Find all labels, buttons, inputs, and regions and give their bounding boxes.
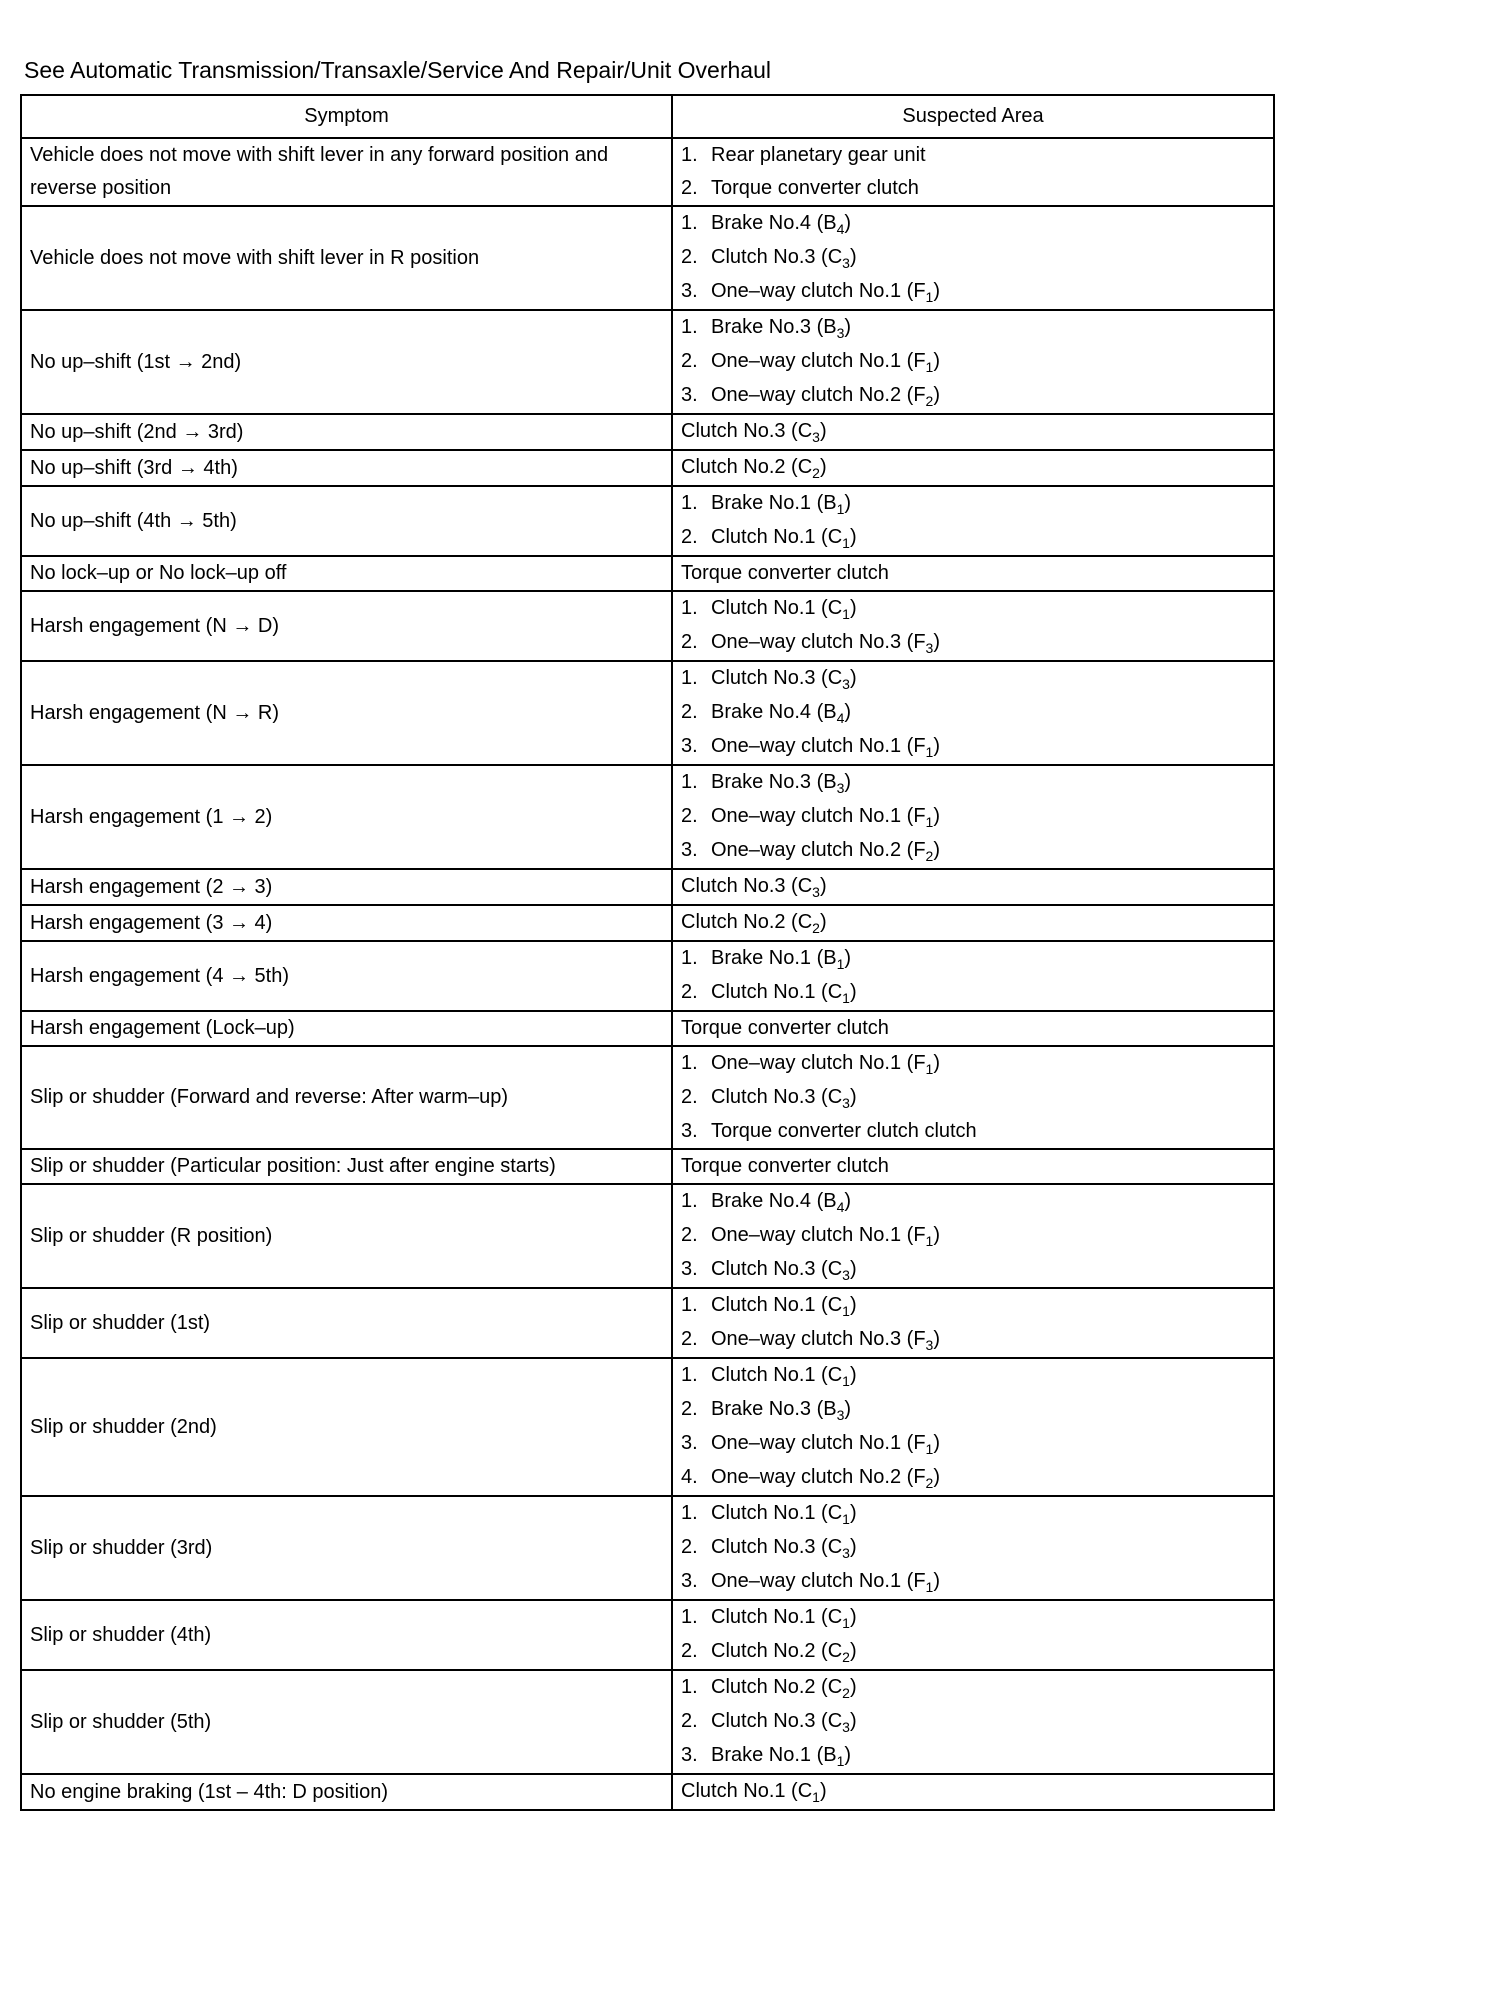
- subscript: 2: [812, 465, 820, 481]
- item-number: 3.: [681, 839, 698, 861]
- suspected-area-cell: [672, 1496, 1274, 1600]
- subscript: 3: [836, 325, 845, 341]
- item-number: 2.: [681, 981, 698, 1003]
- symptom-cell: Slip or shudder (5th): [21, 1670, 672, 1774]
- subscript: 1: [925, 814, 934, 830]
- suspected-area-item: [681, 976, 1265, 1010]
- subscript: 3: [812, 429, 820, 445]
- subscript: 4: [836, 710, 845, 726]
- suspected-area-text: Clutch No.3 $(C_3)$: [711, 1086, 857, 1111]
- item-number: 1.: [681, 492, 698, 514]
- item-number: 3.: [681, 384, 698, 406]
- table-row: [21, 1149, 1274, 1184]
- table-row: [21, 138, 1274, 206]
- suspected-area-text: Torque converter clutch clutch: [711, 1120, 977, 1142]
- suspected-area-text: Brake No.3 $(B_3)$: [711, 316, 852, 341]
- table-row: [21, 591, 1274, 661]
- table-row: [21, 1358, 1274, 1496]
- item-number: 2.: [681, 1640, 698, 1662]
- suspected-area-text: Brake No.4 $(B_4)$: [711, 701, 852, 726]
- subscript: 2: [925, 393, 934, 409]
- subscript: 1: [925, 744, 934, 760]
- subscript: 1: [836, 1753, 845, 1769]
- item-number: 3.: [681, 1120, 698, 1142]
- suspected-area-text: Clutch No.3 $(C_3)$: [711, 1258, 857, 1283]
- subscript: 2: [925, 848, 934, 864]
- suspected-area-item: [681, 487, 1265, 521]
- subscript: 3: [842, 676, 850, 692]
- item-number: 4.: [681, 1466, 698, 1488]
- suspected-area-item: [681, 942, 1265, 976]
- symptom-cell: Vehicle does not move with shift lever in any forward position and reverse position: [21, 138, 672, 206]
- symptom-cell: Harsh engagement (2 → 3): [21, 869, 672, 905]
- subscript: 3: [925, 1337, 934, 1353]
- table-row: [21, 1184, 1274, 1288]
- suspected-area-item: [681, 172, 1265, 205]
- table-row: [21, 1496, 1274, 1600]
- suspected-area-cell: [672, 765, 1274, 869]
- suspected-area-text: Clutch No.2 $(C_2)$: [681, 911, 827, 936]
- suspected-area-text: One–way clutch No.2 $(F_2)$: [711, 839, 940, 864]
- suspected-area-item: [681, 696, 1265, 730]
- item-number: 2.: [681, 1328, 698, 1350]
- suspected-area-item: [681, 1047, 1265, 1081]
- subscript: 1: [925, 1233, 934, 1249]
- item-number: 1.: [681, 1606, 698, 1628]
- table-row: [21, 905, 1274, 941]
- suspected-area-text: Rear planetary gear unit: [711, 144, 926, 166]
- suspected-area-cell: [672, 138, 1274, 206]
- suspected-area-text: Clutch No.1 $(C_1)$: [711, 597, 857, 622]
- table-row: [21, 1011, 1274, 1046]
- suspected-area-cell: [672, 450, 1274, 486]
- suspected-area-item: [681, 521, 1265, 555]
- table-row: [21, 1774, 1274, 1810]
- item-number: 1.: [681, 1052, 698, 1074]
- suspected-area-text: Clutch No.1 $(C_1)$: [711, 1502, 857, 1527]
- subscript: 3: [842, 1267, 850, 1283]
- suspected-area-text: One–way clutch No.1 $(F_1)$: [711, 805, 940, 830]
- suspected-area-text: One–way clutch No.1 $(F_1)$: [711, 1432, 940, 1457]
- suspected-area-item: [681, 1289, 1265, 1323]
- suspected-area-text: Clutch No.3 $(C_3)$: [711, 1536, 857, 1561]
- item-number: 2.: [681, 246, 698, 268]
- item-number: 1.: [681, 1294, 698, 1316]
- suspected-area-text: Clutch No.1 $(C_1)$: [711, 526, 857, 551]
- table-row: [21, 1288, 1274, 1358]
- suspected-area-item: [681, 1565, 1265, 1599]
- subscript: 2: [842, 1685, 850, 1701]
- suspected-area-cell: [672, 1184, 1274, 1288]
- suspected-area-item: [681, 766, 1265, 800]
- suspected-area-item: [681, 311, 1265, 345]
- suspected-area-text: One–way clutch No.2 $(F_2)$: [711, 1466, 940, 1491]
- symptom-cell: Vehicle does not move with shift lever in R position: [21, 206, 672, 310]
- symptom-cell: No lock–up or No lock–up off: [21, 556, 672, 591]
- subscript: 1: [925, 1441, 934, 1457]
- suspected-area-text: One–way clutch No.1 $(F_1)$: [711, 735, 940, 760]
- subscript: 3: [925, 640, 934, 656]
- item-number: 3.: [681, 1570, 698, 1592]
- suspected-area-item: [681, 241, 1265, 275]
- suspected-area-cell: [672, 941, 1274, 1011]
- suspected-area-text: Clutch No.1 $(C_1)$: [711, 1294, 857, 1319]
- suspected-area-text: Brake No.3 $(B_3)$: [711, 771, 852, 796]
- suspected-area-text: Clutch No.1 $(C_1)$: [681, 1780, 827, 1805]
- subscript: 1: [842, 1615, 850, 1631]
- suspected-area-item: [681, 1601, 1265, 1635]
- symptom-cell: Slip or shudder (Forward and reverse: After warm–up): [21, 1046, 672, 1149]
- subscript: 1: [842, 606, 850, 622]
- item-number: 2.: [681, 350, 698, 372]
- suspected-area-item: [681, 1531, 1265, 1565]
- subscript: 1: [842, 990, 850, 1006]
- suspected-area-item: [681, 1671, 1265, 1705]
- suspected-area-text: Brake No.3 $(B_3)$: [711, 1398, 852, 1423]
- table-header-row: [21, 95, 1274, 138]
- subscript: 1: [842, 1511, 850, 1527]
- suspected-area-text: Clutch No.1 $(C_1)$: [711, 1606, 857, 1631]
- table-row: [21, 1670, 1274, 1774]
- item-number: 2.: [681, 526, 698, 548]
- suspected-area-text: Clutch No.1 $(C_1)$: [711, 981, 857, 1006]
- suspected-area-cell: [672, 1011, 1274, 1046]
- suspected-area-text: Clutch No.2 $(C_2)$: [681, 456, 827, 481]
- table-row: [21, 661, 1274, 765]
- table-row: [21, 941, 1274, 1011]
- subscript: 1: [836, 956, 845, 972]
- suspected-area-text: One–way clutch No.1 $(F_1)$: [711, 280, 940, 305]
- suspected-area-item: [681, 626, 1265, 660]
- symptom-cell: No engine braking (1st – 4th: D position): [21, 1774, 672, 1810]
- suspected-area-item: [681, 139, 1265, 172]
- table-row: [21, 206, 1274, 310]
- table-row: [21, 869, 1274, 905]
- subscript: 3: [836, 780, 845, 796]
- suspected-area-cell: [672, 206, 1274, 310]
- suspected-area-cell: [672, 1288, 1274, 1358]
- item-number: 2.: [681, 1710, 698, 1732]
- suspected-area-cell: [672, 414, 1274, 450]
- symptom-cell: No up–shift (3rd → 4th): [21, 450, 672, 486]
- suspected-area-cell: [672, 310, 1274, 414]
- subscript: 2: [812, 920, 820, 936]
- item-number: 3.: [681, 280, 698, 302]
- table-row: [21, 1600, 1274, 1670]
- table-row: [21, 450, 1274, 486]
- suspected-area-item: [681, 379, 1265, 413]
- subscript: 1: [925, 1579, 934, 1595]
- suspected-area-item: [681, 1253, 1265, 1287]
- suspected-area-item: [681, 451, 1265, 485]
- subscript: 3: [842, 255, 850, 271]
- suspected-area-cell: [672, 1358, 1274, 1496]
- item-number: 1.: [681, 1676, 698, 1698]
- symptom-cell: Slip or shudder (1st): [21, 1288, 672, 1358]
- suspected-area-text: One–way clutch No.3 $(F_3)$: [711, 1328, 940, 1353]
- suspected-area-cell: [672, 1046, 1274, 1149]
- subscript: 4: [836, 1199, 845, 1215]
- item-number: 2.: [681, 805, 698, 827]
- suspected-area-text: Clutch No.3 $(C_3)$: [681, 875, 827, 900]
- suspected-area-text: Torque converter clutch: [681, 1017, 889, 1039]
- suspected-area-item: [681, 557, 1265, 590]
- table-body: [21, 138, 1274, 1810]
- table-row: [21, 310, 1274, 414]
- page-heading: See Automatic Transmission/Transaxle/Service And Repair/Unit Overhaul: [24, 57, 771, 83]
- suspected-area-cell: [672, 486, 1274, 556]
- subscript: 3: [842, 1095, 850, 1111]
- symptom-cell: No up–shift (2nd → 3rd): [21, 414, 672, 450]
- table-row: [21, 1046, 1274, 1149]
- suspected-area-text: Brake No.1 $(B_1)$: [711, 1744, 852, 1769]
- item-number: 2.: [681, 1086, 698, 1108]
- suspected-area-text: Clutch No.2 $(C_2)$: [711, 1640, 857, 1665]
- suspected-area-item: [681, 345, 1265, 379]
- symptom-cell: Slip or shudder (Particular position: Just after engine starts): [21, 1149, 672, 1184]
- item-number: 1.: [681, 947, 698, 969]
- subscript: 1: [836, 501, 845, 517]
- item-number: 2.: [681, 177, 698, 199]
- suspected-area-item: [681, 275, 1265, 309]
- subscript: 3: [842, 1719, 850, 1735]
- subscript: 1: [842, 535, 850, 551]
- symptom-cell: No up–shift (4th → 5th): [21, 486, 672, 556]
- symptom-cell: Harsh engagement (3 → 4): [21, 905, 672, 941]
- item-number: 2.: [681, 1536, 698, 1558]
- header-suspected-area: Suspected Area: [672, 95, 1274, 138]
- suspected-area-cell: [672, 591, 1274, 661]
- symptom-cell: Slip or shudder (3rd): [21, 1496, 672, 1600]
- suspected-area-cell: [672, 905, 1274, 941]
- suspected-area-item: [681, 207, 1265, 241]
- suspected-area-item: [681, 662, 1265, 696]
- suspected-area-item: [681, 592, 1265, 626]
- suspected-area-item: [681, 1012, 1265, 1045]
- suspected-area-item: [681, 1775, 1265, 1809]
- subscript: 3: [836, 1407, 845, 1423]
- item-number: 1.: [681, 597, 698, 619]
- symptom-cell: Harsh engagement (N → D): [21, 591, 672, 661]
- suspected-area-item: [681, 1359, 1265, 1393]
- item-number: 1.: [681, 667, 698, 689]
- subscript: 1: [842, 1303, 850, 1319]
- suspected-area-item: [681, 415, 1265, 449]
- item-number: 2.: [681, 631, 698, 653]
- suspected-area-text: Brake No.1 $(B_1)$: [711, 492, 852, 517]
- subscript: 1: [925, 289, 934, 305]
- suspected-area-item: [681, 1081, 1265, 1115]
- suspected-area-cell: [672, 1600, 1274, 1670]
- item-number: 3.: [681, 1258, 698, 1280]
- suspected-area-item: [681, 1150, 1265, 1183]
- suspected-area-item: [681, 1427, 1265, 1461]
- symptom-cell: Harsh engagement (N → R): [21, 661, 672, 765]
- table-row: [21, 414, 1274, 450]
- suspected-area-text: One–way clutch No.3 $(F_3)$: [711, 631, 940, 656]
- suspected-area-text: Clutch No.3 $(C_3)$: [711, 1710, 857, 1735]
- item-number: 2.: [681, 1398, 698, 1420]
- subscript: 2: [842, 1649, 850, 1665]
- suspected-area-text: Clutch No.3 $(C_3)$: [711, 667, 857, 692]
- diagnosis-table: [20, 94, 1275, 1811]
- item-number: 3.: [681, 735, 698, 757]
- item-number: 1.: [681, 212, 698, 234]
- item-number: 1.: [681, 1364, 698, 1386]
- suspected-area-item: [681, 1739, 1265, 1773]
- subscript: 1: [925, 359, 934, 375]
- symptom-cell: Harsh engagement (1 → 2): [21, 765, 672, 869]
- item-number: 1.: [681, 144, 698, 166]
- suspected-area-item: [681, 1461, 1265, 1495]
- item-number: 1.: [681, 1190, 698, 1212]
- subscript: 3: [812, 884, 820, 900]
- symptom-cell: Slip or shudder (R position): [21, 1184, 672, 1288]
- subscript: 3: [842, 1545, 850, 1561]
- table-row: [21, 556, 1274, 591]
- suspected-area-cell: [672, 556, 1274, 591]
- item-number: 2.: [681, 1224, 698, 1246]
- suspected-area-cell: [672, 1670, 1274, 1774]
- suspected-area-item: [681, 906, 1265, 940]
- suspected-area-text: Clutch No.1 $(C_1)$: [711, 1364, 857, 1389]
- suspected-area-text: Brake No.4 $(B_4)$: [711, 212, 852, 237]
- suspected-area-text: Clutch No.2 $(C_2)$: [711, 1676, 857, 1701]
- suspected-area-item: [681, 730, 1265, 764]
- suspected-area-text: One–way clutch No.2 $(F_2)$: [711, 384, 940, 409]
- table-row: [21, 765, 1274, 869]
- symptom-cell: Slip or shudder (4th): [21, 1600, 672, 1670]
- header-symptom: Symptom: [21, 95, 672, 138]
- subscript: 2: [925, 1475, 934, 1491]
- suspected-area-text: One–way clutch No.1 $(F_1)$: [711, 350, 940, 375]
- suspected-area-text: One–way clutch No.1 $(F_1)$: [711, 1224, 940, 1249]
- suspected-area-text: Clutch No.3 $(C_3)$: [681, 420, 827, 445]
- item-number: 1.: [681, 1502, 698, 1524]
- suspected-area-item: [681, 1323, 1265, 1357]
- suspected-area-text: Torque converter clutch: [681, 562, 889, 584]
- suspected-area-item: [681, 1705, 1265, 1739]
- suspected-area-item: [681, 834, 1265, 868]
- suspected-area-text: One–way clutch No.1 $(F_1)$: [711, 1052, 940, 1077]
- item-number: 3.: [681, 1744, 698, 1766]
- suspected-area-cell: [672, 1149, 1274, 1184]
- subscript: 1: [812, 1789, 820, 1805]
- suspected-area-item: [681, 1497, 1265, 1531]
- suspected-area-item: [681, 1115, 1265, 1148]
- table-row: [21, 486, 1274, 556]
- suspected-area-item: [681, 1185, 1265, 1219]
- item-number: 1.: [681, 771, 698, 793]
- symptom-cell: Harsh engagement (4 → 5th): [21, 941, 672, 1011]
- item-number: 3.: [681, 1432, 698, 1454]
- suspected-area-text: Torque converter clutch: [681, 1155, 889, 1177]
- suspected-area-cell: [672, 1774, 1274, 1810]
- suspected-area-cell: [672, 661, 1274, 765]
- suspected-area-text: Brake No.1 $(B_1)$: [711, 947, 852, 972]
- symptom-cell: Slip or shudder (2nd): [21, 1358, 672, 1496]
- suspected-area-text: Brake No.4 $(B_4)$: [711, 1190, 852, 1215]
- suspected-area-item: [681, 1219, 1265, 1253]
- subscript: 1: [925, 1061, 934, 1077]
- subscript: 1: [842, 1373, 850, 1389]
- suspected-area-cell: [672, 869, 1274, 905]
- suspected-area-item: [681, 1635, 1265, 1669]
- suspected-area-text: Clutch No.3 $(C_3)$: [711, 246, 857, 271]
- suspected-area-text: Torque converter clutch: [711, 177, 919, 199]
- subscript: 4: [836, 221, 845, 237]
- suspected-area-item: [681, 800, 1265, 834]
- suspected-area-text: One–way clutch No.1 $(F_1)$: [711, 1570, 940, 1595]
- suspected-area-item: [681, 870, 1265, 904]
- item-number: 1.: [681, 316, 698, 338]
- item-number: 2.: [681, 701, 698, 723]
- suspected-area-item: [681, 1393, 1265, 1427]
- symptom-cell: Harsh engagement (Lock–up): [21, 1011, 672, 1046]
- symptom-cell: No up–shift (1st → 2nd): [21, 310, 672, 414]
